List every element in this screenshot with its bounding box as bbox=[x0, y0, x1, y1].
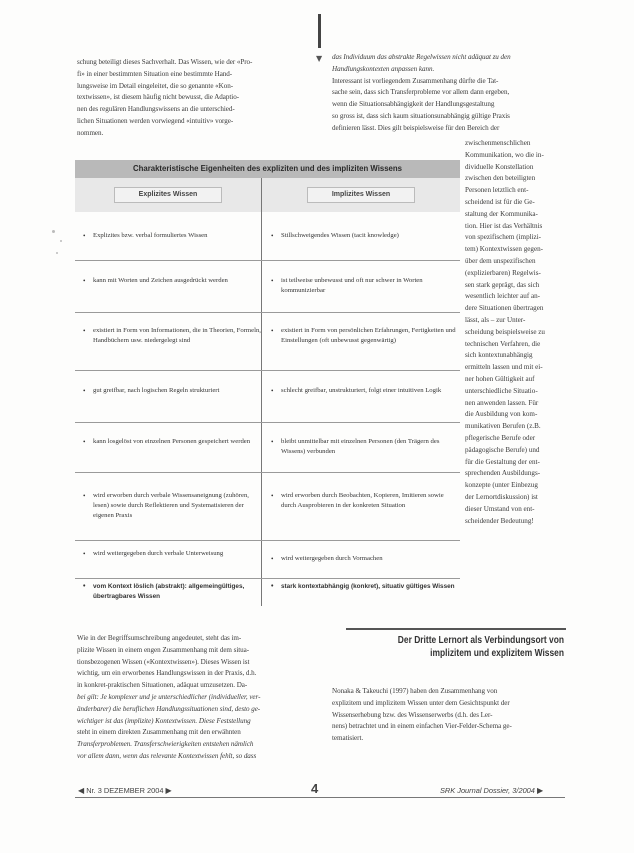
table-cell-left: • Explizites bzw. verbal formuliertes Wissen bbox=[83, 231, 261, 241]
text-line: wichtiger ist das (implizite) Kontextwissen. Diese Feststellung bbox=[77, 716, 251, 725]
text-line: nens) betrachtet und in einem einfachen Vier-Felder-Schema ge- bbox=[332, 722, 512, 731]
sidebar-line: für die Gestaltung der ent- bbox=[465, 457, 540, 466]
text-line: Wie in der Begriffsumschreibung angedeutet, steht das im- bbox=[77, 634, 242, 642]
table-cell-right: • wird weitergegeben durch Vormachen bbox=[271, 554, 457, 564]
sidebar-line: sich kontextunabhängig bbox=[465, 351, 533, 360]
table-cell-left: • wird weitergegeben durch verbale Unterweisung bbox=[83, 549, 261, 559]
sidebar-line: munikativen Berufen (z.B. bbox=[465, 422, 541, 431]
section-heading bbox=[382, 634, 564, 660]
table-cell-left: • vom Kontext löslich (abstrakt): allgemeingültiges, übertragbares Wissen bbox=[83, 582, 261, 603]
text-line: steht in einem direkten Zusammenhang mit den erwähnten bbox=[77, 728, 241, 737]
text-line: bei gilt: Je komplexer und je unterschiedlicher (individueller, ver- bbox=[77, 693, 261, 701]
scan-speck bbox=[52, 230, 55, 233]
text-line: Nonaka & Takeuchi (1997) haben den Zusammenhang von bbox=[332, 687, 498, 695]
sidebar-line: wesentlich leichter auf an- bbox=[465, 292, 541, 301]
sidebar-line: scheidender Bedeutung! bbox=[465, 516, 534, 525]
table-cell-left: • existiert in Form von Informationen, die in Theorien, Formeln, Handbüchern usw. niedergelegt sind bbox=[83, 326, 261, 347]
table-row-divider bbox=[75, 578, 460, 579]
footer-right bbox=[440, 786, 543, 795]
sidebar-line: pädagogische Berufe) und bbox=[465, 445, 540, 454]
text-line: explizitem und implizitem Wissen unter dem Gesichtspunkt der bbox=[332, 698, 510, 707]
text-line: nen des regulären Handlungswissens an die unterschied- bbox=[77, 105, 235, 114]
triangle-right-icon: ▶ bbox=[165, 786, 172, 795]
sidebar-line: ermitteln lassen und mit ei- bbox=[465, 363, 543, 372]
text-line: lungsweise im Detail eingeleitet, die so genannte «Kon- bbox=[77, 81, 234, 90]
sidebar-line: ner hohen Gültigkeit auf bbox=[465, 375, 535, 383]
table-row-divider bbox=[75, 540, 460, 541]
table-row-divider bbox=[75, 370, 460, 371]
sidebar-line: lässt, als – zur Unter- bbox=[465, 316, 526, 324]
text-line: Interessant ist vorliegendem Zusammenhang dürfte die Tat- bbox=[332, 76, 499, 85]
sidebar-line: der Lernortdiskussion) ist bbox=[465, 493, 538, 501]
footer-left bbox=[78, 786, 172, 795]
sidebar-line: von spezifischem (implizi- bbox=[465, 233, 542, 242]
footer-issue-date: Nr. 3 DEZEMBER 2004 bbox=[86, 786, 164, 795]
sidebar-line: konzepte (unter Einbezug bbox=[465, 481, 538, 490]
sidebar-line: zwischenmenschlichen bbox=[465, 139, 531, 147]
scan-speck bbox=[60, 240, 62, 242]
text-line: das Individuum das abstrakte Regelwissen nicht adäquat zu den bbox=[332, 53, 511, 61]
text-line: plizite Wissen in einem engen Zusammenhang mit dem situa- bbox=[77, 645, 250, 654]
text-line: schung beteiligt dieses Sachverhalt. Das Wissen, wie der «Pro- bbox=[77, 58, 253, 66]
table-cell-left: • kann losgelöst von einzelnen Personen gespeichert werden bbox=[83, 437, 261, 447]
table-header-explicit bbox=[75, 178, 261, 212]
table-cell-right: • stark kontextabhängig (konkret), situativ gültiges Wissen bbox=[271, 582, 457, 592]
table-column-divider bbox=[261, 178, 262, 606]
sidebar-line: staltung der Kommunika- bbox=[465, 209, 538, 218]
top-margin-rule bbox=[318, 14, 321, 48]
section-heading-line-2: implizitem und explizitem Wissen bbox=[430, 648, 564, 659]
table-row-divider bbox=[75, 422, 460, 423]
sidebar-line: Kommunikation, wo die in- bbox=[465, 150, 544, 159]
table-cell-right: • existiert in Form von persönlichen Erfahrungen, Fertigkeiten und Einstellungen (oft unbewusst gegenwärtig) bbox=[271, 326, 457, 347]
table-header-implicit bbox=[262, 178, 460, 212]
text-line: vor allem dann, wenn das relevante Kontextwissen fehlt, so dass bbox=[77, 752, 257, 760]
table-cell-right: • wird erworben durch Beobachten, Kopieren, Imitieren sowie durch Ausprobieren in der konkreten Situation bbox=[271, 491, 457, 512]
sidebar-line: unterschiedliche Situatio- bbox=[465, 386, 538, 395]
text-line: Wissenserhebung bzw. des Wissenserwerbs (d.h. des Ler- bbox=[332, 710, 493, 719]
text-line: tionsbezogenen Wissen («Kontextwissen»). Dieses Wissen ist bbox=[77, 657, 250, 666]
sidebar-line: scheidend ist für die Ge- bbox=[465, 198, 535, 206]
table-cell-right: • schlecht greifbar, unstrukturiert, folgt einer intuitiven Logik bbox=[271, 386, 457, 396]
table-title: Charakteristische Eigenheiten des expliziten und des impliziten Wissens bbox=[75, 160, 460, 179]
footer-rule bbox=[75, 797, 565, 798]
sidebar-line: technischen Verfahren, die bbox=[465, 339, 541, 348]
footer-journal-name: SRK Journal Dossier, 3/2004 bbox=[440, 786, 535, 795]
triangle-left-icon: ◀ bbox=[78, 786, 85, 795]
text-line: in konkret-praktischen Situationen, adäquat umzusetzen. Da- bbox=[77, 681, 248, 690]
header-explicit-label: Explizites Wissen bbox=[114, 187, 223, 203]
text-line: Transferproblemen. Transferschwierigkeiten entstehen nämlich bbox=[77, 740, 254, 749]
sidebar-line: Personen letztlich ent- bbox=[465, 186, 529, 195]
sidebar-line: tion. Hier ist das Verhältnis bbox=[465, 221, 543, 230]
table-row-divider bbox=[75, 260, 460, 261]
sidebar-line: pflegerische Berufe oder bbox=[465, 434, 536, 442]
text-line: textwissen», ist diesem häufig nicht bewusst, die Adaptio- bbox=[77, 93, 240, 102]
table-row-divider bbox=[75, 472, 460, 473]
table-cell-right: • bleibt unmittelbar mit einzelnen Personen (den Trägern des Wissens) verbunden bbox=[271, 437, 457, 458]
sidebar-line: dieser Umstand von ent- bbox=[465, 504, 535, 513]
text-line: nommen. bbox=[77, 128, 104, 137]
sidebar-line: sprechenden Ausbildungs- bbox=[465, 469, 541, 478]
sidebar-line: sen stark geprägt, das sich bbox=[465, 280, 540, 289]
sidebar-line: nen anwenden lassen. Für bbox=[465, 398, 539, 407]
table-cell-right: • ist teilweise unbewusst und oft nur schwer in Worten kommunizierbar bbox=[271, 276, 457, 297]
section-heading-line-1: Der Dritte Lernort als Verbindungsort von bbox=[397, 635, 564, 646]
table-row-divider bbox=[75, 312, 460, 313]
text-line: änderbarer) die beruflichen Handlungssituationen sind, desto ge- bbox=[77, 704, 261, 713]
sidebar-line: über dem unspezifischen bbox=[465, 257, 536, 265]
page-number: 4 bbox=[311, 781, 319, 796]
column-arrow-icon: ▼ bbox=[316, 54, 323, 63]
header-implicit-label: Implizites Wissen bbox=[307, 187, 415, 203]
sidebar-line: zwischen den beteiligten bbox=[465, 174, 536, 183]
table-cell-left: • kann mit Worten und Zeichen ausgedrückt werden bbox=[83, 276, 261, 286]
text-line: Handlungskontexten anpassen kann. bbox=[332, 64, 435, 73]
knowledge-comparison-table bbox=[75, 160, 460, 606]
text-line: tematisiert. bbox=[332, 734, 364, 743]
text-line: wenn die Situationsabhängigkeit der Handlungsgestaltung bbox=[332, 100, 495, 109]
sidebar-line: dividuelle Konstellation bbox=[465, 162, 534, 171]
sidebar-line: dere Situationen übertragen bbox=[465, 304, 544, 313]
table-cell-left: • gut greifbar, nach logischen Regeln strukturiert bbox=[83, 386, 261, 396]
text-line: fi» in einer bestimmten Situation eine bestimmte Hand- bbox=[77, 69, 233, 78]
text-line: sache sein, dass sich Transferprobleme vor allem dann ergeben, bbox=[332, 88, 510, 97]
triangle-right-icon: ▶ bbox=[536, 786, 544, 795]
section-heading-rule bbox=[346, 628, 566, 630]
table-cell-right: • Stillschweigendes Wissen (tacit knowledge) bbox=[271, 231, 457, 241]
sidebar-line: scheidung beispielsweise zu bbox=[465, 327, 545, 336]
sidebar-line: die Ausbildung von kom- bbox=[465, 410, 538, 419]
scan-speck bbox=[56, 252, 58, 254]
text-line: wichtig, um ein erworbenes Handlungswissen in der Praxis, d.h. bbox=[77, 669, 257, 678]
table-cell-left: • wird erworben durch verbale Wissensaneignung (zuhören, lesen) sowie durch Reflektieren und Systematisieren der eigenen Praxis bbox=[83, 491, 261, 522]
sidebar-line: (explizierbaren) Regelwis- bbox=[465, 268, 541, 277]
text-line: so gross ist, dass sich kaum situationsunabhängig gültige Praxis bbox=[332, 112, 510, 120]
text-line: lichen Situationen werden vorwiegend «intuitiv» vorge- bbox=[77, 117, 234, 125]
sidebar-line: tem) Kontextwissen gegen- bbox=[465, 245, 544, 254]
text-line: definieren lässt. Dies gilt beispielsweise für den Bereich der bbox=[332, 123, 500, 132]
